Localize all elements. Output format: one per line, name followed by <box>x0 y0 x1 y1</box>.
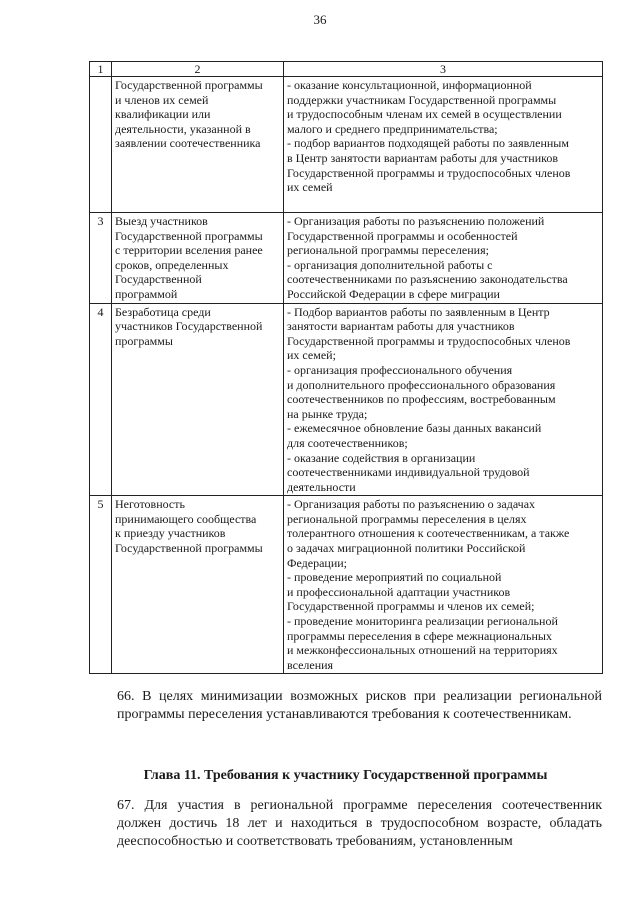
measure-line: - проведение мониторинга реализации региональной <box>287 614 558 629</box>
risk-line: Государственной программы <box>115 78 263 92</box>
table-row <box>90 496 603 674</box>
row-number: 4 <box>90 303 112 496</box>
risk-line: принимающего сообщества <box>115 511 257 526</box>
risk-line: Выезд участников <box>115 214 208 228</box>
risk-line: Государственной программы <box>115 228 263 243</box>
measure-line: и профессиональной адаптации участников <box>287 584 511 599</box>
table-row <box>90 303 603 496</box>
measure-line: на рынке труда; <box>287 406 368 421</box>
risk-line: программой <box>115 286 178 301</box>
measure-line: для соотечественников; <box>287 435 408 450</box>
risk-line: Безработица среди <box>115 304 211 319</box>
table-header-row <box>90 62 603 77</box>
measure-line: - ежемесячное обновление базы данных вакансий <box>287 421 542 436</box>
page-number: 36 <box>313 12 327 27</box>
column-header: 1 <box>90 62 112 77</box>
measures-cell <box>284 496 603 674</box>
risk-cell <box>112 77 284 213</box>
measure-line: деятельности <box>287 479 356 494</box>
measure-line: соотечественниками индивидуальной трудовой <box>287 465 530 480</box>
measure-line: - Подбор вариантов работы по заявленным в Центр <box>287 304 550 319</box>
measure-line: Федерации; <box>287 555 348 570</box>
measure-line: малого и среднего предпринимательства; <box>287 121 498 136</box>
measures-cell <box>284 77 603 213</box>
measure-line: их семей; <box>287 348 336 363</box>
measure-line: Государственной программы и членов их семей; <box>287 599 535 614</box>
paragraph-67 <box>89 797 602 851</box>
measure-line: - организация дополнительной работы с <box>287 257 493 272</box>
paragraph-66-text: 66. В целях минимизации возможных рисков при реализации региональной программы переселения устанавливаются требования к соотечественникам. <box>117 689 602 722</box>
measure-line: толерантного отношения к соотечественникам, а также <box>287 526 570 541</box>
measure-line: вселения <box>287 657 334 672</box>
measure-line: занятости вариантам работы для участников <box>287 319 515 334</box>
column-header: 2 <box>112 62 284 77</box>
risk-line: Государственной программы <box>115 541 263 556</box>
table-row <box>90 77 603 213</box>
measure-line: их семей <box>287 180 333 195</box>
measure-line: в Центр занятости вариантам работы для участников <box>287 150 559 165</box>
risk-line: программы <box>115 333 173 348</box>
measure-line: Российской Федерации в сфере миграции <box>287 286 500 301</box>
measure-line: соотечественников по профессиям, востребованным <box>287 392 556 407</box>
risk-line: заявлении соотечественника <box>115 136 261 151</box>
risk-line: деятельности, указанной в <box>115 121 251 136</box>
measure-line: соотечественниками по разъяснению законодательства <box>287 272 568 287</box>
measure-line: - Организация работы по разъяснению положений <box>287 214 545 228</box>
table-row <box>90 213 603 304</box>
measure-line: - оказание содействия в организации <box>287 450 476 465</box>
risk-cell <box>112 303 284 496</box>
risk-cell <box>112 213 284 304</box>
measure-line: программы переселения в сфере межнациональных <box>287 628 552 643</box>
measure-line: - Организация работы по разъяснению о задачах <box>287 497 536 512</box>
column-header: 3 <box>284 62 603 77</box>
row-number: 5 <box>90 496 112 674</box>
paragraph-67-text: 67. Для участия в региональной программе переселения соотечественник должен достичь 18 лет и находиться в трудоспособном возрасте, обладать дееспособностью и соответствовать требованиям, установленным <box>117 798 602 849</box>
measure-line: - подбор вариантов подходящей работы по заявленным <box>287 136 569 151</box>
risk-line: сроков, определенных <box>115 257 229 272</box>
risk-line: квалификации или <box>115 107 211 122</box>
measure-line: поддержки участникам Государственной программы <box>287 92 557 107</box>
measure-line: - оказание консультационной, информационной <box>287 78 532 92</box>
chapter-title: Глава 11. Требования к участнику Государственной программы <box>143 768 548 783</box>
row-number <box>90 77 112 213</box>
measure-line: Государственной программы и трудоспособных членов <box>287 165 571 180</box>
risk-line: к приезду участников <box>115 526 226 541</box>
measure-line: и трудоспособным членам их семей в осуществлении <box>287 107 562 122</box>
risks-table <box>89 61 603 674</box>
measure-line: региональной программы переселения; <box>287 243 489 258</box>
row-number: 3 <box>90 213 112 304</box>
measure-line: Государственной программы и трудоспособных членов <box>287 333 571 348</box>
measure-line: - проведение мероприятий по социальной <box>287 570 502 585</box>
risk-line: участников Государственной <box>115 319 263 334</box>
measure-line: о задачах миграционной политики Российской <box>287 541 526 556</box>
risk-line: Неготовность <box>115 497 185 512</box>
measure-line: и межконфессиональных отношений на территориях <box>287 643 558 658</box>
risk-line: и членов их семей <box>115 92 209 107</box>
measure-line: и дополнительного профессионального образования <box>287 377 556 392</box>
paragraph-66 <box>89 688 602 724</box>
measure-line: - организация профессионального обучения <box>287 362 513 377</box>
measures-cell <box>284 213 603 304</box>
measure-line: Государственной программы и особенностей <box>287 228 518 243</box>
measure-line: региональной программы переселения в целях <box>287 511 527 526</box>
risk-cell <box>112 496 284 674</box>
risk-line: с территории вселения ранее <box>115 243 263 258</box>
measures-cell <box>284 303 603 496</box>
risk-line: Государственной <box>115 272 202 287</box>
